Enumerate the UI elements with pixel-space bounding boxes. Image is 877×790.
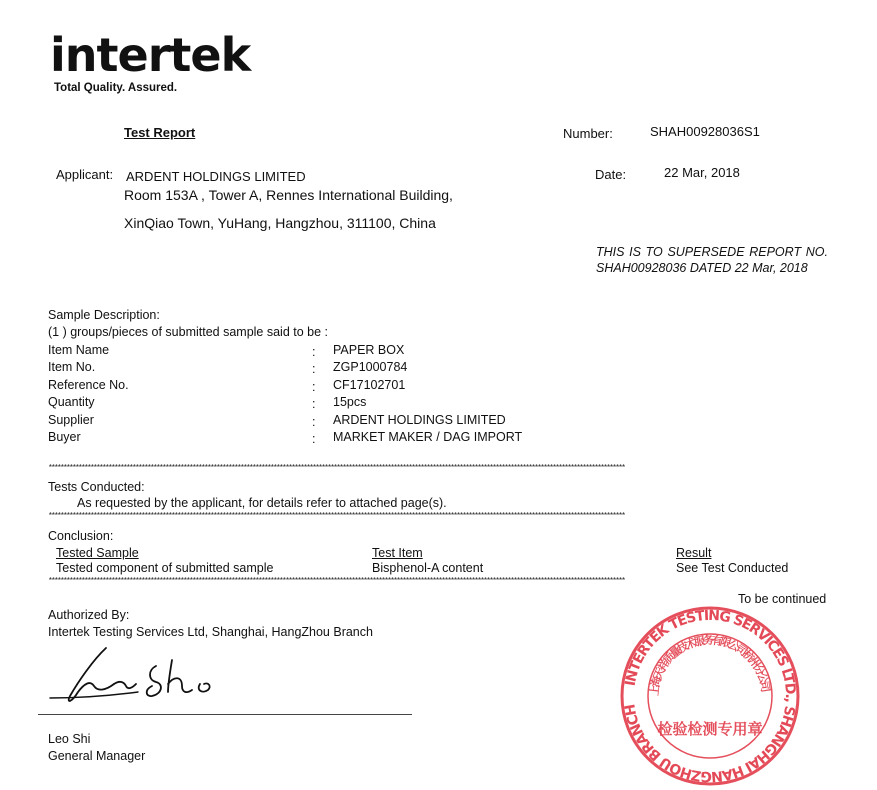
sample-row-separator: : <box>312 380 316 394</box>
signer-title: General Manager <box>48 749 146 763</box>
conclusion-tested-sample: Tested component of submitted sample <box>56 561 274 575</box>
sample-row-separator: : <box>312 397 316 411</box>
signer-name: Leo Shi <box>48 732 91 746</box>
sample-intro: (1 ) groups/pieces of submitted sample said to be : <box>48 325 329 339</box>
asterisk-divider: ************************************************************************************************************************************************************************************************ <box>48 577 625 586</box>
applicant-label: Applicant: <box>56 167 114 182</box>
asterisk-divider: ************************************************************************************************************************************************************************************************ <box>48 464 625 473</box>
svg-text:INTERTEK TESTING SERVICES LTD.: INTERTEK TESTING SERVICES LTD., SHANGHAI HANGZHOU BRANCH <box>622 607 799 785</box>
sample-row-value: MARKET MAKER / DAG IMPORT <box>333 430 523 444</box>
intertek-logo: intertek <box>50 28 251 82</box>
logo-tagline: Total Quality. Assured. <box>54 82 178 94</box>
sample-row-separator: : <box>312 432 316 446</box>
applicant-name: ARDENT HOLDINGS LIMITED <box>126 169 306 184</box>
asterisk-divider: ************************************************************************************************************************************************************************************************ <box>48 512 625 521</box>
to-be-continued: To be continued <box>738 592 827 606</box>
sample-row-label: Item No. <box>48 360 96 374</box>
authorizing-org: Intertek Testing Services Ltd, Shanghai, HangZhou Branch <box>48 625 373 639</box>
applicant-address-line1: Room 153A , Tower A, Rennes International Building, <box>124 187 453 203</box>
authorized-by-label: Authorized By: <box>48 608 130 622</box>
tests-text: As requested by the applicant, for details refer to attached page(s). <box>77 496 447 510</box>
sample-row-value: PAPER BOX <box>333 343 405 357</box>
sample-row-value: CF17102701 <box>333 378 406 392</box>
report-number: SHAH00928036S1 <box>650 124 760 139</box>
column-header-test-item: Test Item <box>372 546 423 560</box>
sample-row-separator: : <box>312 345 316 359</box>
report-title: Test Report <box>124 125 196 140</box>
conclusion-test-item: Bisphenol-A content <box>372 561 484 575</box>
signature-image <box>48 640 248 710</box>
sample-row-separator: : <box>312 362 316 376</box>
svg-text:上海天祥质量技术服务有限公司杭州分公司: 上海天祥质量技术服务有限公司杭州分公司 <box>647 633 773 697</box>
sample-row-label: Supplier <box>48 413 94 427</box>
svg-text:检验检测专用章: 检验检测专用章 <box>657 720 763 738</box>
conclusion-result: See Test Conducted <box>676 561 789 575</box>
column-header-result: Result <box>676 546 712 560</box>
sample-row-value: ZGP1000784 <box>333 360 408 374</box>
company-seal-stamp <box>618 604 802 788</box>
supersede-note: THIS IS TO SUPERSEDE REPORT NO. SHAH00928036 DATED 22 Mar, 2018 <box>596 245 828 275</box>
date-label: Date: <box>595 167 627 182</box>
sample-row-label: Quantity <box>48 395 95 409</box>
signature-line <box>38 714 412 715</box>
number-label: Number: <box>563 126 613 141</box>
sample-row-label: Reference No. <box>48 378 129 392</box>
report-date: 22 Mar, 2018 <box>664 165 740 180</box>
column-header-tested-sample: Tested Sample <box>56 546 139 560</box>
sample-row-value: 15pcs <box>333 395 367 409</box>
sample-heading: Sample Description: <box>48 308 160 322</box>
sample-row-label: Item Name <box>48 343 110 357</box>
sample-row-separator: : <box>312 415 316 429</box>
sample-row-value: ARDENT HOLDINGS LIMITED <box>333 413 506 427</box>
sample-row-label: Buyer <box>48 430 81 444</box>
applicant-address-line2: XinQiao Town, YuHang, Hangzhou, 311100, China <box>124 215 436 231</box>
conclusion-heading: Conclusion: <box>48 529 114 543</box>
tests-heading: Tests Conducted: <box>48 480 145 494</box>
